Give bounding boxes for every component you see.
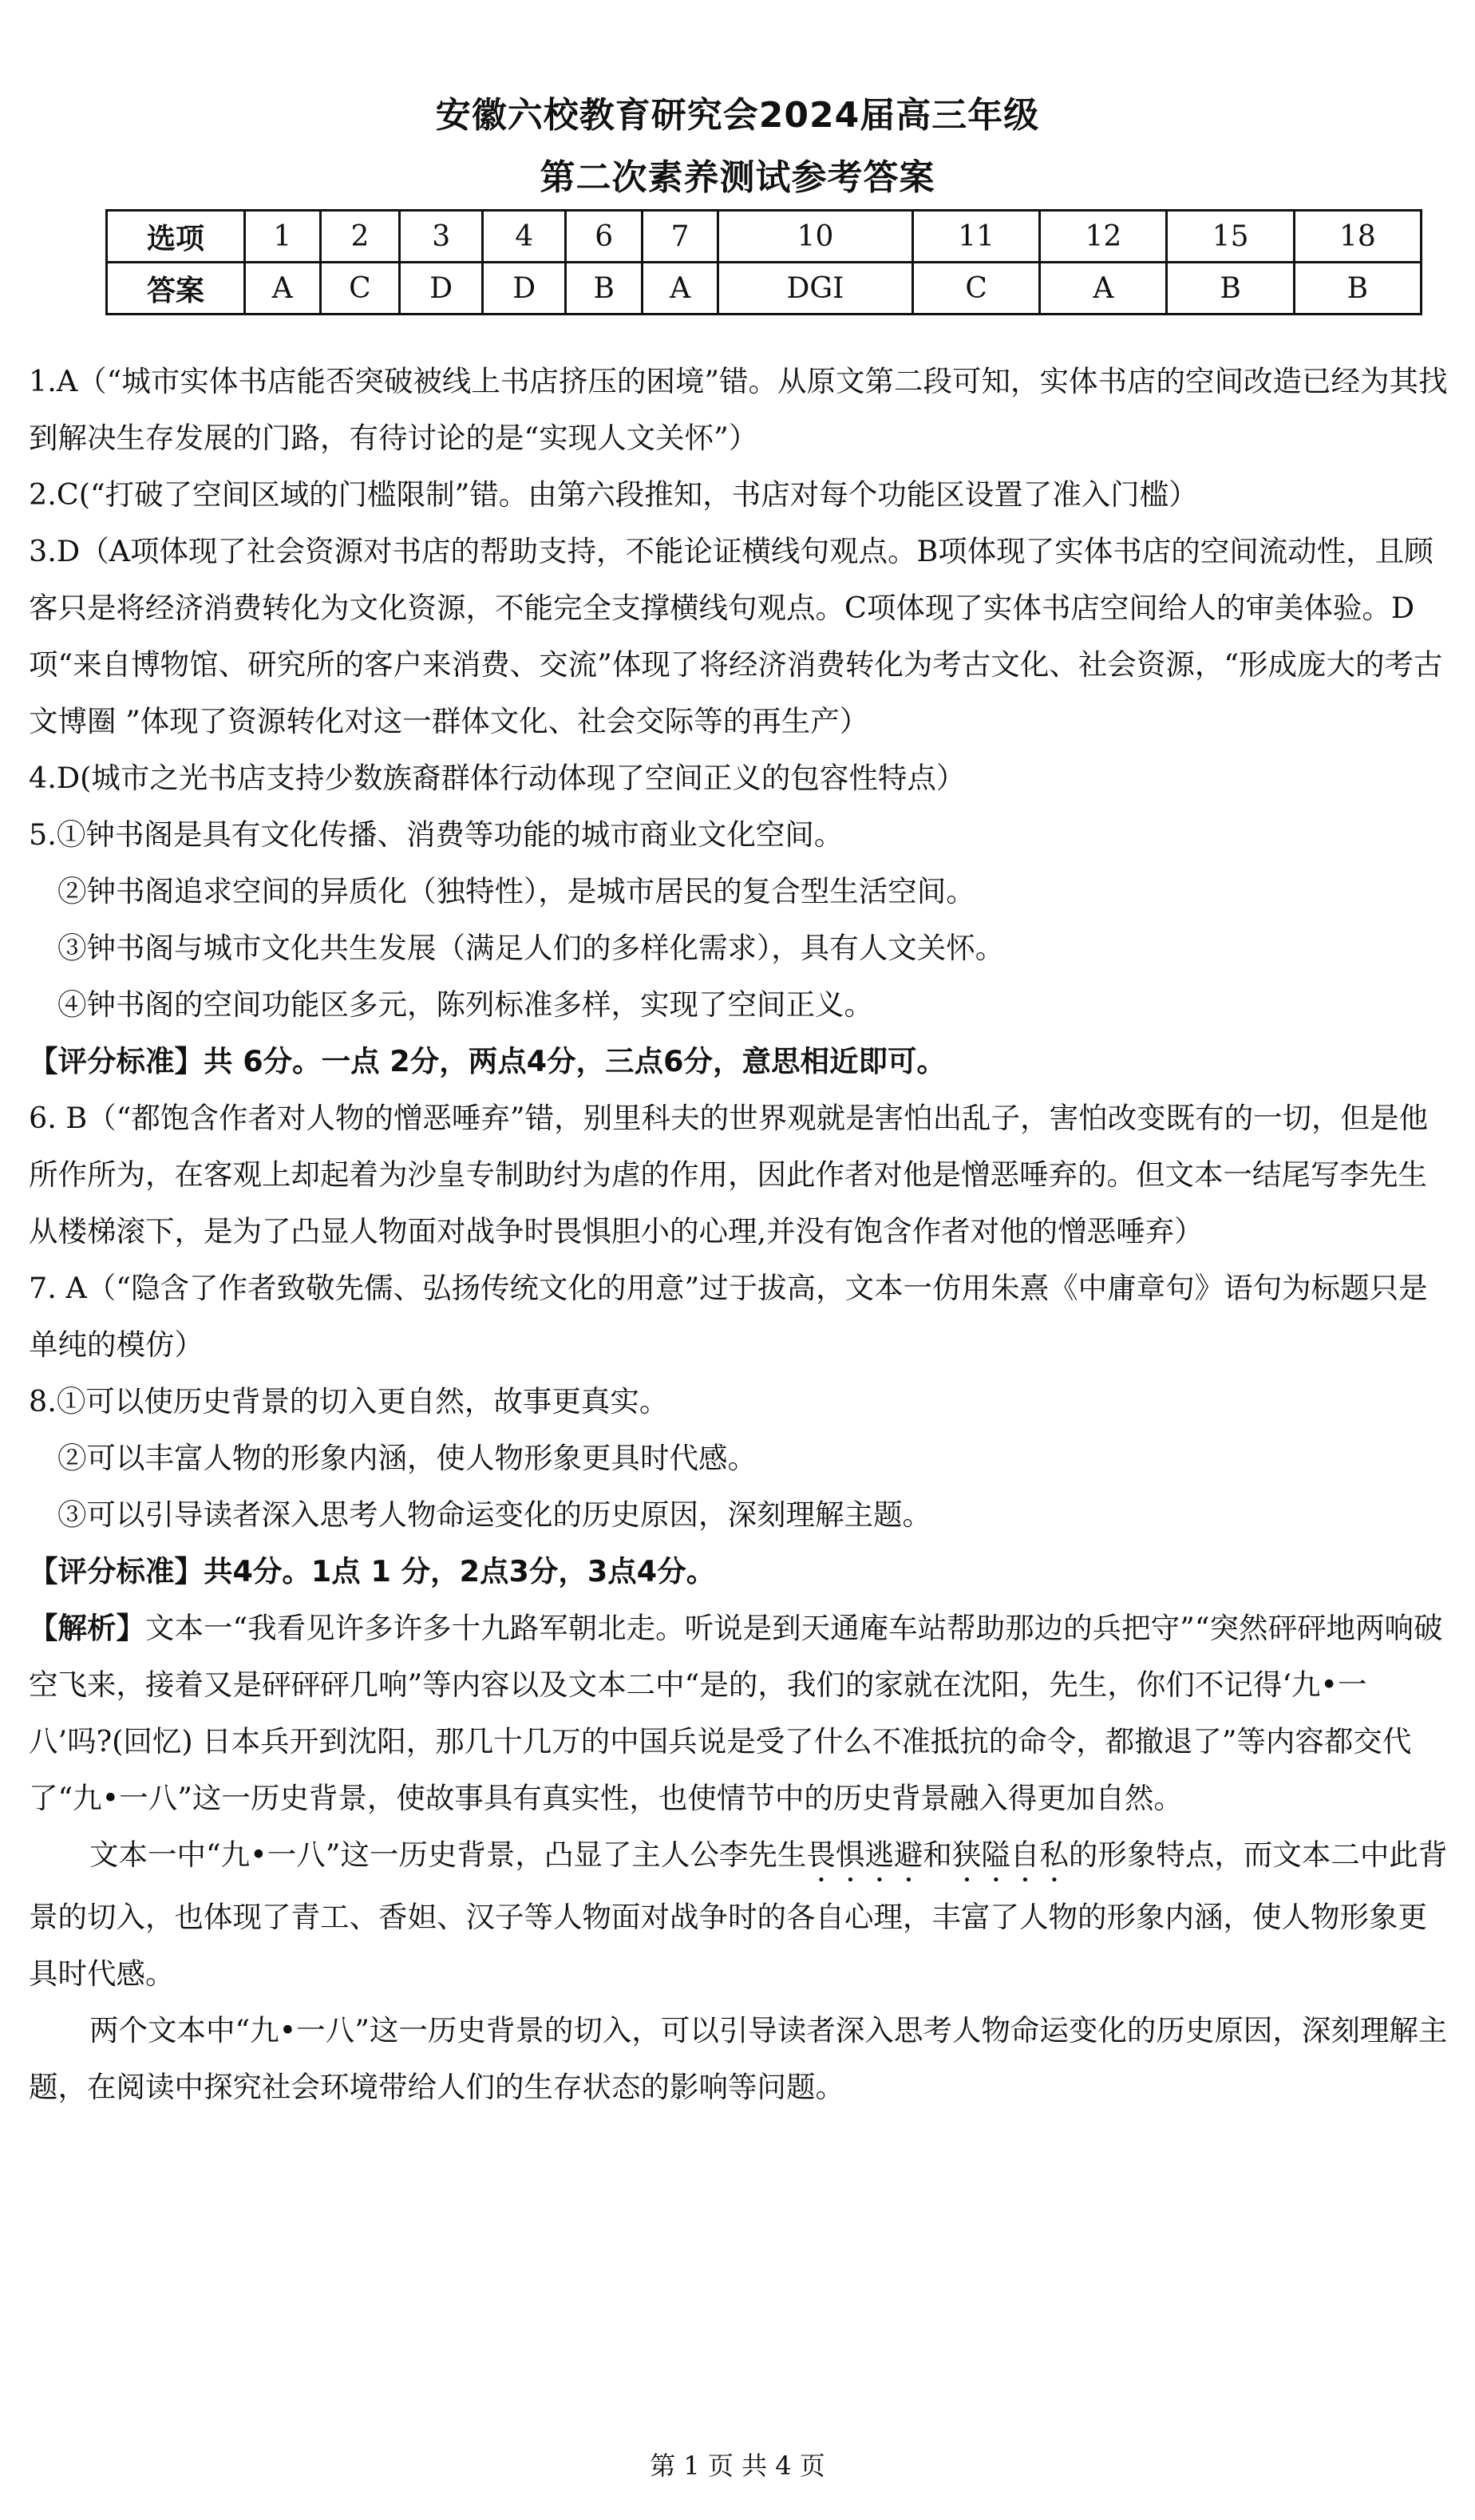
question-number: 4 [483,211,566,263]
analysis-paragraph-text1 [29,1826,1449,2002]
question-number: 18 [1294,211,1421,263]
page-number: 第 1 页 共 4 页 [650,2451,825,2481]
answer-cell: DGI [718,263,912,315]
document-title: 安徽六校教育研究会2024届高三年级 [435,95,1040,136]
question-number: 10 [718,211,912,263]
answer-cell: A [1040,263,1167,315]
analysis-label: 【解析】 [29,1611,145,1645]
question-number: 7 [643,211,718,263]
q8-scoring-criteria [29,1543,1449,1600]
answer-explanations [29,353,1449,2115]
answer-cell: D [483,263,566,315]
analysis-paragraph-both: 两个文本中“九•一八”这一历史背景的切入，可以引导读者深入思考人物命运变化的历史原因，深刻理解主题，在阅读中探究社会环境带给人们的生存状态的影响等问题。 [29,2013,1448,2104]
scoring-text: 共4分。1点 1 分，2点3分，3点4分。 [204,1554,716,1588]
q5-scoring-criteria [29,1033,1449,1090]
scoring-label: 【评分标准】 [29,1044,204,1078]
answer-explanation-q8: 8.①可以使历史背景的切入更自然，故事更真实。 [29,1384,669,1418]
analysis-text: 文本一中“九•一八”这一历史背景，凸显了主人公李先生 [89,1838,807,1872]
answer-table [105,209,1422,315]
question-number: 1 [245,211,321,263]
analysis-text: 文本一“我看见许多许多十九路军朝北走。听说是到天通庵车站帮助那边的兵把守”“突然砰砰地两响破空飞来，接着又是砰砰砰几响”等内容以及文本二中“是的，我们的家就在沈阳，先生，你们不记得‘九•一八’吗?(回忆) 日本兵开到沈阳，那几十几万的中国兵说是受了什么不准抵抗的命令，都撤退了”等内容都交代了“九•一八”这一历史背景，使故事具有真实性，也使情节中的历史背景融入得更加自然。 [29,1611,1443,1815]
answer-cell: D [400,263,483,315]
q8-point: ③可以引导读者深入思考人物命运变化的历史原因，深刻理解主题。 [57,1497,931,1532]
question-number-row [107,211,1422,263]
emphasized-phrase: 狭隘自私 [951,1838,1069,1872]
emphasized-phrase: 畏惧逃避 [806,1838,923,1872]
answer-cell: C [913,263,1040,315]
answer-cell: A [643,263,718,315]
question-number: 15 [1167,211,1294,263]
document-subtitle: 第二次素养测试参考答案 [540,157,935,198]
q5-point: ②钟书阁追求空间的异质化（独特性），是城市居民的复合型生活空间。 [57,874,975,908]
row-label-answers: 答案 [107,263,245,315]
q5-point: ④钟书阁的空间功能区多元，陈列标准多样，实现了空间正义。 [57,987,873,1022]
q5-point: ③钟书阁与城市文化共生发展（满足人们的多样化需求），具有人文关怀。 [57,931,1005,965]
q8-analysis [29,1600,1449,1826]
row-label-questions: 选项 [107,211,245,263]
answer-cell: C [320,263,400,315]
answer-row [107,263,1422,315]
answer-cell: A [245,263,321,315]
question-number: 3 [400,211,483,263]
analysis-text: 的形象特点，而文本二中此背景的切入，也体现了青工、香妲、汉子等人物面对战争时的各自心理，丰富了人物的形象内涵，使人物形象更具时代感。 [29,1838,1448,1991]
scoring-text: 共 6分。一点 2分，两点4分，三点6分，意思相近即可。 [204,1044,947,1078]
answer-explanation-q2: 2.C(“打破了空间区域的门槛限制”错。由第六段推知，书店对每个功能区设置了准入门槛） [29,477,1198,512]
answer-explanation-q1: 1.A（“城市实体书店能否突破被线上书店挤压的困境”错。从原文第二段可知，实体书店的空间改造已经为其找到解决生存发展的门路，有待讨论的是“实现人文关怀”） [29,364,1448,455]
answer-explanation-q6: 6. B（“都饱含作者对人物的憎恶唾弃”错，别里科夫的世界观就是害怕出乱子，害怕改变既有的一切，但是他所作所为，在客观上却起着为沙皇专制助纣为虐的作用，因此作者对他是憎恶唾弃的。但文本一结尾写李先生从楼梯滚下，是为了凸显人物面对战争时畏惧胆小的心理,并没有饱含作者对他的憎恶唾弃） [29,1101,1429,1248]
answer-explanation-q5: 5.①钟书阁是具有文化传播、消费等功能的城市商业文化空间。 [29,817,844,852]
question-number: 12 [1040,211,1167,263]
question-number: 11 [913,211,1040,263]
answer-explanation-q7: 7. A（“隐含了作者致敬先儒、弘扬传统文化的用意”过于拔高，文本一仿用朱熹《中庸章句》语句为标题只是单纯的模仿） [29,1271,1428,1362]
answer-explanation-q4: 4.D(城市之光书店支持少数族裔群体行动体现了空间正义的包容性特点） [29,761,966,795]
answer-cell: B [566,263,643,315]
answer-cell: B [1294,263,1421,315]
answer-cell: B [1167,263,1294,315]
answer-explanation-q3: 3.D（A项体现了社会资源对书店的帮助支持，不能论证横线句观点。B项体现了实体书店的空间流动性，且顾客只是将经济消费转化为文化资源，不能完全支撑横线句观点。C项体现了实体书店空间给人的审美体验。D项“来自博物馆、研究所的客户来消费、交流”体现了将经济消费转化为考古文化、社会资源，“形成庞大的考古文博圈 ”体现了资源转化对这一群体文化、社会交际等的再生产） [29,534,1443,738]
analysis-text: 和 [923,1838,952,1872]
q8-point: ②可以丰富人物的形象内涵，使人物形象更具时代感。 [57,1441,757,1475]
scoring-label: 【评分标准】 [29,1554,204,1588]
question-number: 2 [320,211,400,263]
question-number: 6 [566,211,643,263]
